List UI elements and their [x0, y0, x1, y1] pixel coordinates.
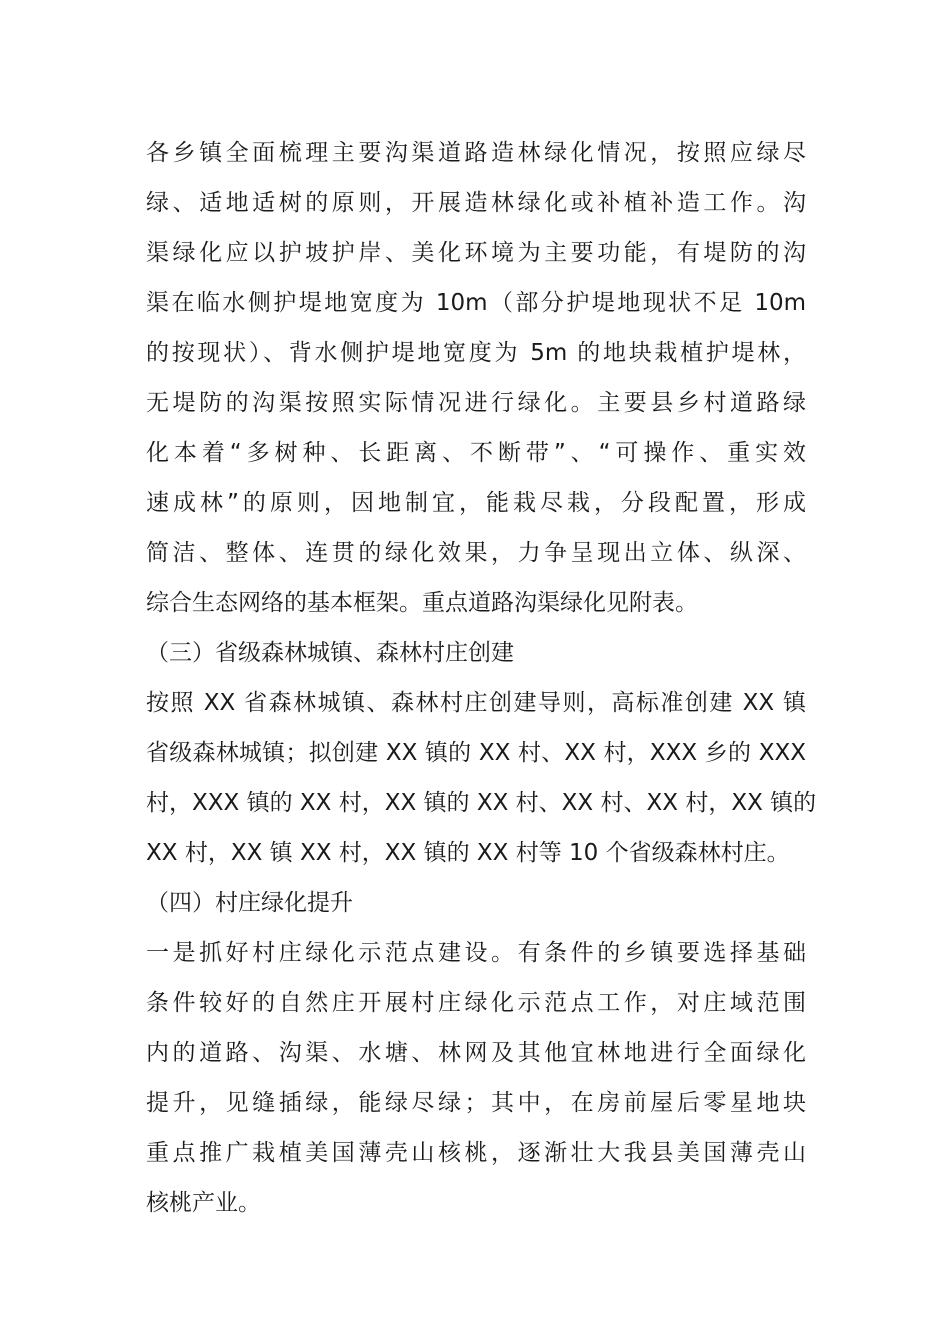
section-heading: （三）省级森林城镇、森林村庄创建 [146, 640, 514, 666]
paragraph-line: 重点推广栽植美国薄壳山核桃，逐渐壮大我县美国薄壳山 [146, 1140, 806, 1166]
paragraph-line: 提升，见缝插绿，能绿尽绿；其中，在房前屋后零星地块 [146, 1090, 806, 1116]
paragraph-line: 无堤防的沟渠按照实际情况进行绿化。主要县乡村道路绿 [146, 390, 806, 416]
paragraph-line: 绿、适地适树的原则，开展造林绿化或补植补造工作。沟 [146, 190, 806, 216]
section-heading: （四）村庄绿化提升 [146, 890, 353, 916]
paragraph-line: 条件较好的自然庄开展村庄绿化示范点工作，对庄域范围 [146, 990, 806, 1016]
paragraph-line: 渠绿化应以护坡护岸、美化环境为主要功能，有堤防的沟 [146, 240, 806, 266]
paragraph-line: 简洁、整体、连贯的绿化效果，力争呈现出立体、纵深、 [146, 540, 806, 566]
paragraph-line: 省级森林城镇；拟创建 XX 镇的 XX 村、XX 村，XXX 乡的 XXX [146, 740, 806, 766]
document-body [146, 128, 817, 1228]
paragraph-line: 渠在临水侧护堤地宽度为 10m（部分护堤地现状不足 10m [146, 290, 806, 316]
paragraph-line: 的按现状）、背水侧护堤地宽度为 5m 的地块栽植护堤林， [146, 340, 806, 366]
paragraph-line: 按照 XX 省森林城镇、森林村庄创建导则，高标准创建 XX 镇 [146, 690, 806, 716]
paragraph-line: 各乡镇全面梳理主要沟渠道路造林绿化情况，按照应绿尽 [146, 140, 806, 166]
paragraph-line: 一是抓好村庄绿化示范点建设。有条件的乡镇要选择基础 [146, 940, 806, 966]
paragraph-line: 内的道路、沟渠、水塘、林网及其他宜林地进行全面绿化 [146, 1040, 806, 1066]
paragraph-line: 核桃产业。 [146, 1190, 261, 1216]
paragraph-line: 村，XXX 镇的 XX 村，XX 镇的 XX 村、XX 村、XX 村，XX 镇的 [146, 790, 817, 816]
paragraph-line: 化本着“多树种、长距离、不断带”、“可操作、重实效 [146, 440, 806, 466]
paragraph-line: XX 村，XX 镇 XX 村，XX 镇的 XX 村等 10 个省级森林村庄。 [146, 840, 790, 866]
paragraph-line: 速成林”的原则，因地制宜，能栽尽栽，分段配置，形成 [146, 490, 806, 516]
paragraph-line: 综合生态网络的基本框架。重点道路沟渠绿化见附表。 [146, 590, 698, 616]
